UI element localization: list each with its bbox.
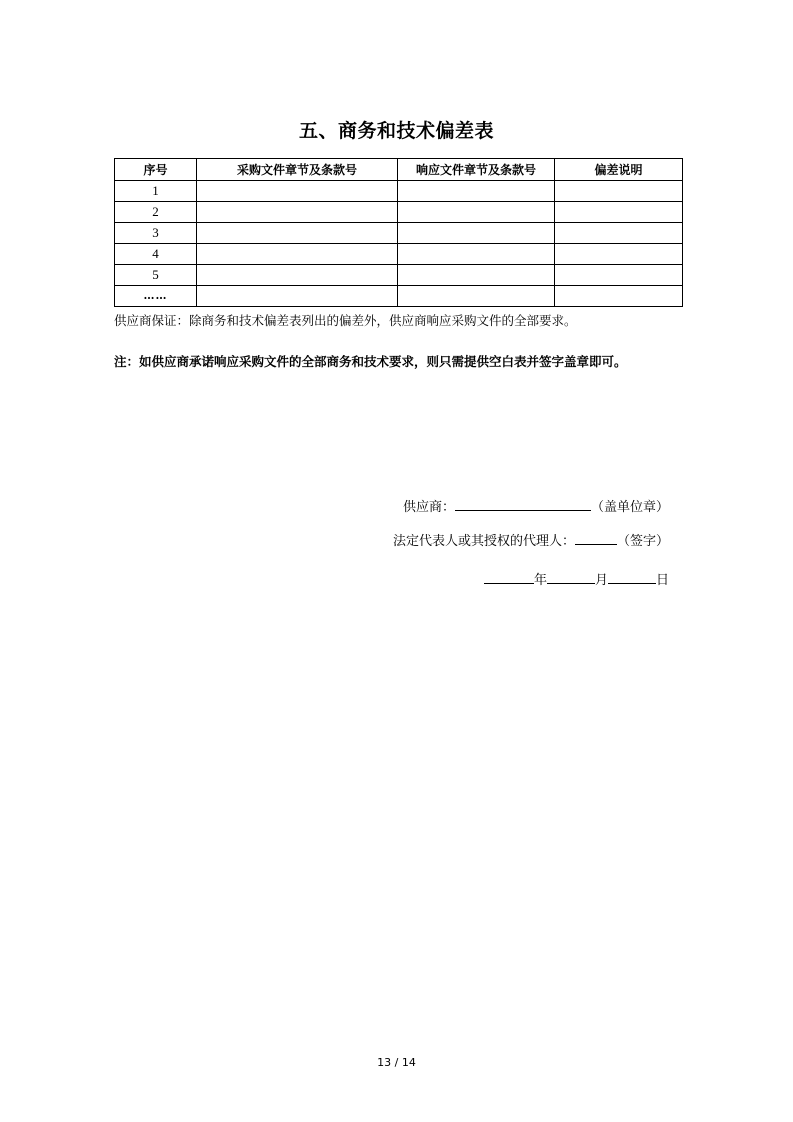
response-clause-cell[interactable] (398, 265, 555, 286)
deviation-table (114, 158, 683, 307)
header-procurement-clause: 采购文件章节及条款号 (197, 159, 398, 181)
response-clause-cell[interactable] (398, 181, 555, 202)
row-index: 5 (115, 265, 197, 286)
deviation-note-cell[interactable] (555, 244, 683, 265)
supplier-blank[interactable] (455, 496, 591, 511)
procurement-clause-cell[interactable] (197, 244, 398, 265)
representative-label: 法定代表人或其授权的代理人： (392, 534, 575, 549)
table-row (115, 265, 683, 286)
year-label: 年 (533, 573, 547, 588)
supplier-guarantee-text: 供应商保证：除商务和技术偏差表列出的偏差外，供应商响应采购文件的全部要求。 (114, 313, 577, 328)
table-row (115, 286, 683, 307)
year-blank[interactable] (484, 569, 534, 584)
table-row (115, 223, 683, 244)
deviation-note-cell[interactable] (555, 202, 683, 223)
row-index: 1 (115, 181, 197, 202)
month-label: 月 (594, 573, 608, 588)
page-number: 13 / 14 (377, 1056, 416, 1069)
header-deviation-note: 偏差说明 (555, 159, 683, 181)
response-clause-cell[interactable] (398, 223, 555, 244)
note-text: 注：如供应商承诺响应采购文件的全部商务和技术要求，则只需提供空白表并签字盖章即可。 (114, 354, 627, 369)
header-index: 序号 (115, 159, 197, 181)
row-index: 2 (115, 202, 197, 223)
month-blank[interactable] (547, 569, 595, 584)
day-label: 日 (655, 573, 669, 588)
date-line (484, 569, 669, 588)
response-clause-cell[interactable] (398, 286, 555, 307)
representative-sign-note: （签字） (616, 534, 669, 549)
supplier-seal-note: （盖单位章） (590, 500, 669, 515)
table-row (115, 202, 683, 223)
supplier-label: 供应商： (402, 500, 455, 515)
representative-signature-line (393, 530, 669, 549)
deviation-note-cell[interactable] (555, 286, 683, 307)
procurement-clause-cell[interactable] (197, 181, 398, 202)
representative-blank[interactable] (575, 530, 617, 545)
deviation-note-cell[interactable] (555, 181, 683, 202)
procurement-clause-cell[interactable] (197, 223, 398, 244)
deviation-note-cell[interactable] (555, 223, 683, 244)
table-row (115, 181, 683, 202)
response-clause-cell[interactable] (398, 244, 555, 265)
table-header-row (115, 159, 683, 181)
procurement-clause-cell[interactable] (197, 265, 398, 286)
row-index: 3 (115, 223, 197, 244)
day-blank[interactable] (608, 569, 656, 584)
row-index-ellipsis: …… (115, 286, 197, 307)
row-index: 4 (115, 244, 197, 265)
header-response-clause: 响应文件章节及条款号 (398, 159, 555, 181)
procurement-clause-cell[interactable] (197, 202, 398, 223)
table-row (115, 244, 683, 265)
response-clause-cell[interactable] (398, 202, 555, 223)
procurement-clause-cell[interactable] (197, 286, 398, 307)
deviation-note-cell[interactable] (555, 265, 683, 286)
supplier-signature-line (403, 496, 669, 515)
page-title: 五、商务和技术偏差表 (298, 120, 494, 142)
